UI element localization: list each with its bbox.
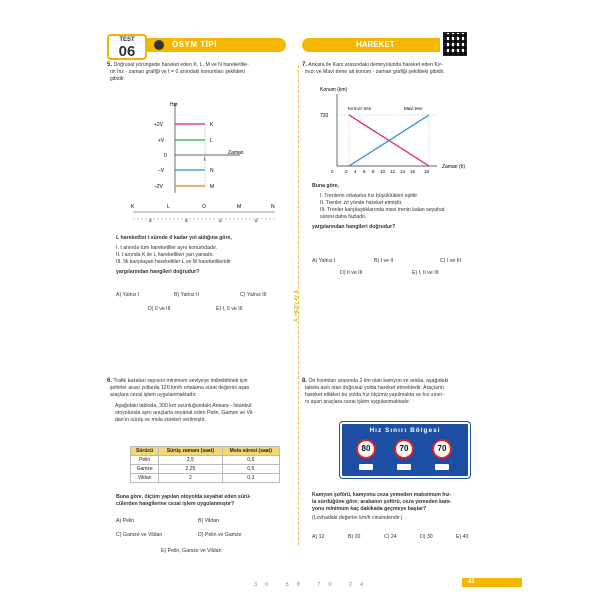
red-train-label: Kırmızı tren bbox=[348, 106, 372, 111]
drivers-table bbox=[130, 446, 280, 483]
v-axis-label: Hız bbox=[170, 102, 178, 108]
x-tick: 12 bbox=[390, 169, 396, 174]
table-cell: 0,5 bbox=[222, 465, 279, 474]
table-cell: Gamze bbox=[131, 465, 159, 474]
test-number: 06 bbox=[118, 43, 136, 60]
question-text: yargılarından hangileri doğrudur? bbox=[116, 269, 200, 275]
question-number: 6. bbox=[107, 378, 113, 384]
x-tick: 10 bbox=[380, 169, 386, 174]
option-c[interactable]: C) Yalnız III bbox=[240, 292, 267, 298]
intro-line: Doğrusal yörüngede hareket eden K, L, M ve N hareketlile- bbox=[113, 62, 249, 68]
intro-line: mızı ve Mavi trene ait konum - zaman grafiği şekildeki gibidir. bbox=[304, 69, 445, 75]
table-cell: 0,5 bbox=[222, 456, 279, 465]
option-b[interactable]: B) I ve II bbox=[374, 258, 394, 264]
question-6-prompt bbox=[116, 494, 296, 508]
position-line bbox=[125, 202, 285, 224]
qr-code-icon[interactable] bbox=[443, 32, 467, 56]
intro-line: rin hız - zaman grafiği ve t = 0 anındaki konumları şekildeki bbox=[109, 69, 245, 75]
tick-label: –2V bbox=[154, 184, 163, 190]
intro-line: dan'ın sürüş ve mola süreleri verilmiştir. bbox=[115, 417, 206, 423]
point-label: L bbox=[167, 204, 170, 210]
table-row bbox=[131, 456, 280, 465]
table-cell: Pelin bbox=[131, 456, 159, 465]
intro-line: gibidir. bbox=[109, 76, 125, 82]
table-row bbox=[131, 474, 280, 483]
speed-limit-sign bbox=[340, 422, 470, 478]
intro-line: Trafik kazaları sayısını minimum seviyeye indirebilmek için bbox=[113, 378, 248, 384]
question-8-options bbox=[312, 534, 492, 544]
line-label: K bbox=[210, 122, 214, 128]
intro-line: Aşağıdaki tabloda, 300 km uzunluğundaki Ankara - İstanbul bbox=[115, 403, 252, 409]
section-header-left bbox=[146, 38, 286, 52]
bus-icon bbox=[435, 464, 449, 470]
option-a[interactable]: A) Yalnız I bbox=[312, 258, 336, 264]
point-label: O bbox=[202, 204, 206, 210]
speed-limit-circle: 70 bbox=[432, 439, 452, 459]
section-header-right bbox=[302, 38, 440, 52]
option-c[interactable]: C) I ve III bbox=[440, 258, 462, 264]
statement: II. Trenler zıt yönde hareket etmiştir. bbox=[320, 200, 403, 206]
column-header: Sürüş zamanı (saat) bbox=[159, 447, 222, 456]
test-label: TEST bbox=[119, 37, 135, 43]
point-label: M bbox=[237, 204, 242, 210]
point-label: K bbox=[131, 204, 135, 210]
velocity-time-graph bbox=[140, 98, 260, 198]
option-c[interactable]: C) Gamze ve Vildan bbox=[116, 532, 163, 538]
intro-line: araçlara cezai işlem uygulanmaktadır. bbox=[109, 392, 197, 398]
option-d[interactable]: D) Pelin ve Gamze bbox=[198, 532, 242, 538]
table-cell: 2 bbox=[159, 474, 222, 483]
table-cell: 2,25 bbox=[159, 465, 222, 474]
option-a[interactable]: A) Pelin bbox=[116, 518, 135, 524]
option-e[interactable]: E) I, II ve III bbox=[216, 306, 243, 312]
option-d[interactable]: D) II ve III bbox=[340, 270, 363, 276]
question-text: yargılarından hangileri doğrudur? bbox=[312, 224, 396, 230]
intro-line: tabela asılı olan doğrusal yolda hareket etmektedir. Araçların bbox=[304, 385, 444, 391]
table-cell: 2,5 bbox=[159, 456, 222, 465]
option-d[interactable]: D) II ve III bbox=[148, 306, 171, 312]
line-label: L bbox=[210, 138, 213, 144]
x-tick: 6 bbox=[363, 169, 366, 174]
statement: III. İlk karşılaşan hareketliler L ve M hareketlileridir bbox=[116, 259, 231, 265]
option-c[interactable]: C) 24 bbox=[384, 534, 397, 540]
x-tick: 8 bbox=[372, 169, 375, 174]
question-number: 5. bbox=[107, 62, 113, 68]
sign-title: Hız Sınırı Bölgesi bbox=[369, 427, 441, 434]
option-a[interactable]: A) 12 bbox=[312, 534, 325, 540]
tick-label: +2V bbox=[154, 122, 164, 128]
tick-label: +V bbox=[158, 138, 165, 144]
car-icon bbox=[359, 464, 373, 470]
option-a[interactable]: A) Yalnız I bbox=[116, 292, 140, 298]
question-7-body bbox=[312, 183, 492, 231]
question-6-options bbox=[116, 518, 296, 578]
x-tick: 18 bbox=[424, 169, 430, 174]
tick-label: 0 bbox=[164, 153, 167, 159]
question-number: 7. bbox=[302, 62, 308, 68]
intro-line: şehirler arası yollarda 120 km/h ortalama sürat değerini aşan bbox=[109, 385, 250, 391]
truck-icon bbox=[397, 464, 411, 470]
question-6 bbox=[107, 378, 292, 424]
page-number-tab bbox=[462, 578, 522, 587]
pie-icon bbox=[154, 40, 164, 50]
x-tick: 2 bbox=[345, 169, 348, 174]
t-tick: t bbox=[204, 157, 206, 163]
question-text: cülerden hangilerine cezai işlem uygulanmıştır? bbox=[116, 501, 235, 507]
question-number: 8. bbox=[302, 378, 308, 384]
x-ticks bbox=[331, 169, 430, 174]
speed-limit-circle: 80 bbox=[356, 439, 376, 459]
question-text: Kamyon şoförü, kamyonu ceza yemeden maksimum hız- bbox=[312, 492, 452, 498]
position-time-graph bbox=[312, 84, 492, 176]
x-axis-label: Zaman (h) bbox=[442, 164, 466, 170]
line-label: M bbox=[210, 184, 215, 190]
table-header-row bbox=[131, 447, 280, 456]
x-tick: 0 bbox=[331, 169, 334, 174]
side-text: Â- HEBY AY Â bbox=[294, 290, 300, 322]
option-b[interactable]: B) 20 bbox=[348, 534, 361, 540]
distance-label: d bbox=[149, 218, 152, 223]
tick-label: –V bbox=[158, 168, 165, 174]
question-8-prompt bbox=[312, 492, 497, 513]
section-title-right: HAREKET bbox=[356, 40, 395, 49]
footer-numbers: 30 58 70 24 bbox=[254, 582, 372, 588]
speed-limit-circle: 70 bbox=[394, 439, 414, 459]
option-b[interactable]: B) Yalnız II bbox=[174, 292, 199, 298]
question-5 bbox=[107, 62, 292, 83]
blue-train-label: Mavi tren bbox=[404, 106, 423, 111]
statement: süresi daha fazladır. bbox=[320, 214, 367, 220]
distance-label: d bbox=[255, 218, 258, 223]
column-header: Mola süresi (saat) bbox=[222, 447, 279, 456]
distance-label: d bbox=[219, 218, 222, 223]
question-text: la sürdüğüne göre; arabanın şoförü, ceza yemeden kam- bbox=[312, 499, 452, 505]
distance-label: d bbox=[185, 218, 188, 223]
question-5-body bbox=[116, 235, 291, 276]
intro-line: hareket ettikleri bu yolda hız ölçümü yapılmakta ve hız sınırı- bbox=[304, 392, 445, 398]
statement: III. Trenler karşılaştıklarında mavi trenin kalan seyahat bbox=[320, 207, 445, 213]
intro-line: nı aşan araçlara cezai işlem uygulanmaktadır. bbox=[304, 399, 411, 405]
question-8-note: (Lovhadaki değerler km/h cinsindendir.) bbox=[312, 515, 403, 521]
statement: II. t anında K ile L hareketlileri yan yanadır. bbox=[116, 252, 214, 258]
x-tick: 14 bbox=[400, 169, 406, 174]
stem: Buna göre, bbox=[312, 183, 340, 189]
point-label: N bbox=[271, 204, 275, 210]
question-5-options bbox=[116, 292, 296, 299]
x-tick: 16 bbox=[410, 169, 416, 174]
question-7-options bbox=[312, 258, 492, 282]
section-title-left: ÖSYM TİPİ bbox=[172, 40, 217, 49]
question-5-options-2 bbox=[148, 306, 298, 313]
question-text: yonu minimum kaç dakikada geçmeye başlar? bbox=[312, 506, 427, 512]
x-tick: 4 bbox=[354, 169, 357, 174]
question-7 bbox=[302, 62, 492, 76]
option-d[interactable]: D) 30 bbox=[420, 534, 433, 540]
stem: L hareketlisi t sürede d kadar yol aldığına göre, bbox=[116, 235, 232, 241]
statement: I. Trenlerin ortalama hız büyüklükleri eşittir. bbox=[320, 193, 419, 199]
option-e[interactable]: E) 40 bbox=[456, 534, 469, 540]
option-b[interactable]: B) Vildan bbox=[198, 518, 219, 524]
table-cell: 0,3 bbox=[222, 474, 279, 483]
y-axis-label: Konum (km) bbox=[320, 87, 348, 93]
table-row bbox=[131, 465, 280, 474]
test-badge bbox=[107, 34, 147, 60]
line-label: N bbox=[210, 168, 214, 174]
question-8 bbox=[302, 378, 492, 406]
column-header: Sürücü bbox=[131, 447, 159, 456]
intro-line: otoyolunda aynı araçlarla seyahat eden Pelin, Gamze ve Vil- bbox=[115, 410, 254, 416]
y-tick: 720 bbox=[320, 113, 329, 119]
t-axis-label: Zaman bbox=[228, 150, 244, 156]
intro-line: Ön kısımları arasında 2 km olan kamyon ve araba, aşağıdaki bbox=[308, 378, 449, 384]
page-number: 41 bbox=[468, 579, 475, 585]
question-text: Buna göre, ölçüm yapılan otoyolda seyahat eden sürü- bbox=[116, 494, 251, 500]
table-cell: Vildan bbox=[131, 474, 159, 483]
intro-line: Ankara ile Kars arasındaki demiryolunda hareket eden Kır- bbox=[308, 62, 443, 68]
option-e[interactable]: E) I, II ve III bbox=[412, 270, 439, 276]
statement: I. t anında tüm hareketliler aynı konumdadır. bbox=[116, 245, 218, 251]
option-e[interactable]: E) Pelin, Gamze ve Vildan bbox=[161, 548, 222, 554]
